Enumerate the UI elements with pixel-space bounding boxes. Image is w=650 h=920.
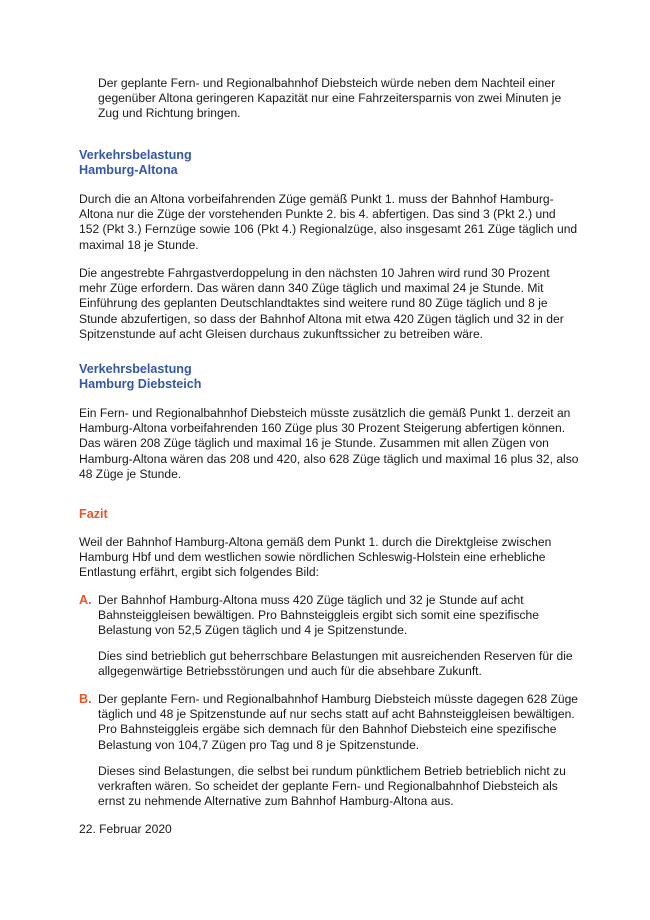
heading-line-1: Verkehrsbelastung bbox=[79, 148, 192, 162]
list-item-paragraph-2: Dieses sind Belastungen, die selbst bei rundum pünktlichem Betrieb betrieblich nicht zu verkraften wären. So scheidet der geplante Fern- und Regionalbahnhof Diebsteich als ernst zu nehmende Alternative zum Bahnhof Hamburg-Altona aus. bbox=[98, 764, 566, 809]
list-item-paragraph-2: Dies sind betrieblich gut beherrschbare Belastungen mit ausreichenden Reserven für die allgegenwärtige Betriebsstörungen und auch für die absehbare Zukunft. bbox=[98, 649, 573, 679]
section-heading-altona bbox=[79, 148, 579, 178]
diebsteich-paragraph-1: Ein Fern- und Regionalbahnhof Diebsteich müsste zusätzlich die gemäß Punkt 1. derzeit an Hamburg-Altona vorbeifahrenden 160 Züge plus 30 Prozent Steigerung abfertigen können. Das wären 208 Züge täglich und maximal 16 je Stunde. Zusammen mit allen Zügen von Hamburg-Altona wären das 208 und 420, also 628 Züge täglich und maximal 16 plus 32, also 48 Züge je Stunde. bbox=[79, 406, 579, 481]
intro-paragraph: Der geplante Fern- und Regionalbahnhof Diebsteich würde neben dem Nachteil einer gegenüber Altona geringeren Kapazität nur eine Fahrzeitersparnis von zwei Minuten je Zug und Richtung bringen. bbox=[98, 76, 562, 121]
section-heading-fazit bbox=[79, 507, 579, 522]
heading-line-1: Verkehrsbelastung bbox=[79, 362, 192, 376]
list-item-paragraph-1: Der Bahnhof Hamburg-Altona muss 420 Züge täglich und 32 je Stunde auf acht Bahnsteiggleisen bewältigen. Pro Bahnsteiggleis ergibt sich somit eine spezifische Belastung von 52,5 Zügen täglich und 4 je Spitzenstunde. bbox=[98, 593, 540, 638]
heading-line-2: Hamburg Diebsteich bbox=[79, 377, 202, 392]
fazit-intro-paragraph: Weil der Bahnhof Hamburg-Altona gemäß dem Punkt 1. durch die Direktgleise zwischen Hamburg Hbf und dem westlichen sowie nördlichen Schleswig-Holstein eine erhebliche Entlastung erfährt, ergibt sich folgendes Bild: bbox=[79, 535, 552, 580]
heading-line-2: Hamburg-Altona bbox=[79, 163, 178, 178]
altona-paragraph-2: Die angestrebte Fahrgastverdoppelung in den nächsten 10 Jahren wird rund 30 Prozent mehr Züge erfordern. Das wären dann 340 Züge täglich und maximal 24 je Stunde. Mit Einführung des geplanten Deutschlandtaktes sind weitere rund 80 Züge täglich und 8 je Stunde abzufertigen, so dass der Bahnhof Altona mit etwa 420 Zügen täglich und 32 in der Spitzenstunde auf acht Gleisen durchaus zukunftssicher zu betreiben wäre. bbox=[79, 266, 564, 341]
list-marker: B. bbox=[79, 692, 92, 706]
altona-paragraph-1: Durch die an Altona vorbeifahrenden Züge gemäß Punkt 1. muss der Bahnhof Hamburg-Altona nur die Züge der vorstehenden Punkte 2. bis 4. abfertigen. Das sind 3 (Pkt 2.) und 152 (Pkt 3.) Fernzüge sowie 106 (Pkt 4.) Regionalzüge, also insgesamt 261 Züge täglich und maximal 18 je Stunde. bbox=[79, 192, 578, 252]
fazit-heading: Fazit bbox=[79, 507, 108, 521]
list-marker: A. bbox=[79, 593, 92, 607]
section-heading-diebsteich bbox=[79, 362, 579, 392]
list-item-paragraph-1: Der geplante Fern- und Regionalbahnhof Hamburg Diebsteich müsste dagegen 628 Züge täglich und 48 je Spitzenstunde auf nur sechs statt auf acht Bahnsteiggleisen bewältigen. Pro Bahnsteiggleis ergäbe sich demnach für den Bahnhof Diebsteich eine spezifische Belastung von 104,7 Zügen pro Tag und 8 je Spitzenstunde. bbox=[98, 692, 579, 752]
document-date: 22. Februar 2020 bbox=[79, 822, 172, 836]
